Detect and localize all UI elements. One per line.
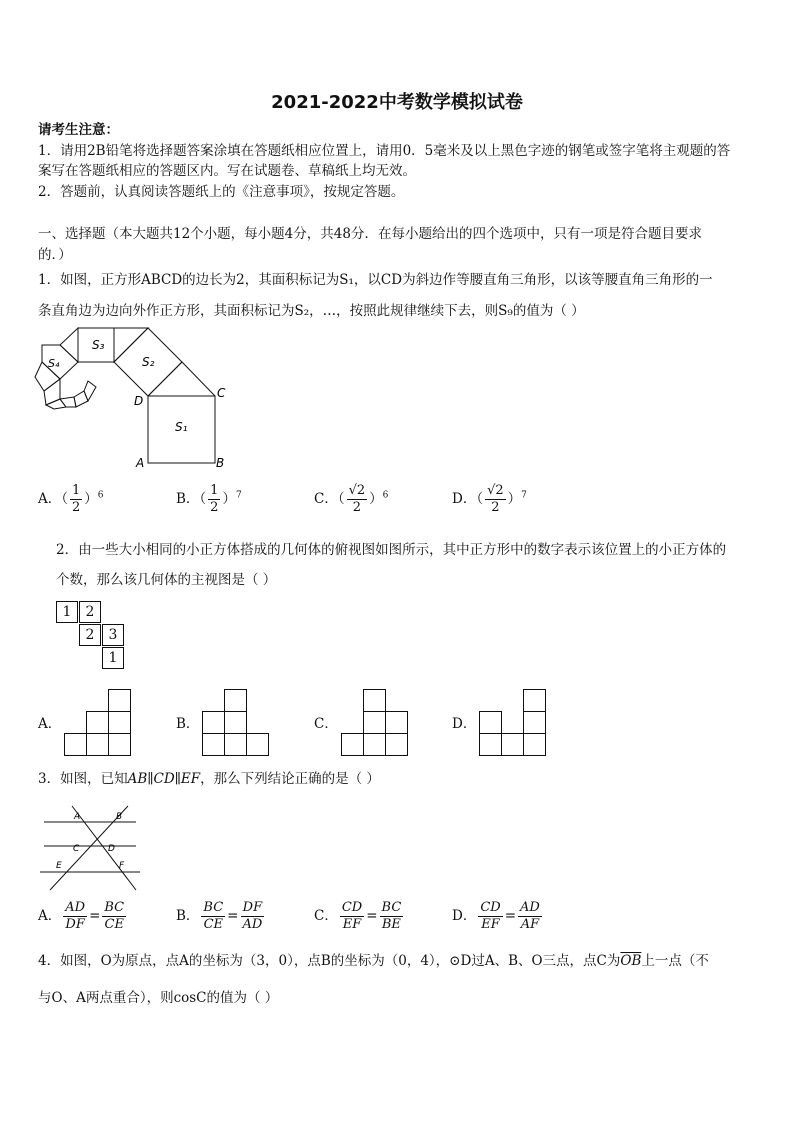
numerator: √2 [348, 483, 366, 498]
fraction [380, 900, 404, 933]
fraction [518, 900, 542, 933]
q1-option-a[interactable] [38, 483, 104, 516]
denominator: 2 [352, 500, 362, 515]
option-letter: B． [176, 491, 200, 507]
denominator: AD [242, 917, 263, 932]
numerator: 1 [72, 483, 81, 498]
paren: （ [61, 491, 68, 507]
exponent: 6 [97, 490, 104, 501]
point-c-label: C [217, 386, 226, 400]
option-letter: C． [314, 491, 338, 507]
denominator: CE [104, 917, 124, 932]
fraction [201, 900, 225, 933]
line-point-d-label: D [108, 844, 115, 854]
q3-option-d[interactable]: D． $\frac{CD}{EF}$ = $\frac{AD}{AF}$ [452, 900, 540, 932]
line-point-c-label: C [73, 844, 80, 854]
denominator: BE [381, 917, 401, 932]
question-3-figure [36, 800, 146, 896]
grid-cell: 2 [79, 601, 101, 623]
numerator: DF [242, 900, 263, 915]
exponent: 7 [521, 490, 527, 501]
numerator: BC [203, 900, 224, 915]
numerator: CD [341, 900, 363, 915]
fraction [478, 900, 502, 933]
question-2-stem: 2．由一些大小相同的小正方体搭成的几何体的俯视图如图所示，其中正方形中的数字表示该位置上的小正方体的 [56, 542, 727, 558]
numerator: AD [65, 900, 86, 915]
q2-option-b-label[interactable]: B． [176, 716, 200, 732]
question-3-stem [38, 769, 380, 789]
s1-label: S₁ [175, 420, 188, 434]
stem-text: 4．如图，O为原点，点A的坐标为（3，0），点B的坐标为（0，4），⊙D过A、B、O三点，点C为 [38, 953, 621, 969]
question-2-stem-cont: 个数，那么该几何体的主视图是（ ） [56, 572, 277, 588]
fraction [70, 483, 82, 516]
point-a-label: A [136, 456, 145, 470]
paren: （ [337, 491, 345, 507]
numerator: √2 [487, 483, 504, 498]
option-letter: D． [452, 491, 477, 507]
s3-label: S₃ [92, 338, 105, 352]
numerator: BC [104, 900, 125, 915]
section-heading: 一、选择题（本大题共12个小题，每小题4分，共48分．在每小题给出的四个选项中，只有一项是符合题目要求 [38, 226, 702, 242]
arc-label: $\overline{OB}$ [620, 953, 642, 969]
point-d-label: D [134, 394, 144, 408]
q1-option-c[interactable] [314, 483, 388, 516]
q2-option-b-figure[interactable] [202, 686, 272, 758]
denominator: EF [342, 917, 362, 932]
notice-item-1: 1．请用2B铅笔将选择题答案涂填在答题纸相应位置上，请用0．5毫米及以上黑色字迹的钢笔或签字笔将主观题的答 [38, 143, 731, 159]
paren: ） [222, 491, 236, 507]
fraction [340, 900, 364, 933]
fraction [485, 483, 506, 516]
stem-math: AB∥CD∥EF [127, 771, 201, 787]
q2-option-a-figure[interactable] [64, 686, 134, 758]
option-letter: B． [176, 908, 200, 924]
denominator: 2 [491, 500, 500, 515]
numerator: 1 [210, 483, 219, 498]
s4-label: S₄ [48, 357, 60, 370]
q1-option-d[interactable] [452, 483, 527, 516]
q1-option-b[interactable] [176, 483, 242, 516]
q3-option-a[interactable]: A． $\frac{AD}{DF}$ = $\frac{BC}{CE}$ [38, 900, 125, 932]
notice-item-2: 2．答题前，认真阅读答题纸上的《注意事项》，按规定答题。 [38, 184, 405, 200]
stem-text: ，那么下列结论正确的是（ ） [200, 771, 380, 787]
q2-option-d-figure[interactable] [479, 686, 549, 758]
option-letter: D． [452, 908, 477, 924]
numerator: BC [381, 900, 402, 915]
question-1-figure [30, 325, 235, 475]
exponent: 7 [235, 490, 242, 501]
paren: ） [369, 491, 383, 507]
line-point-a-label: A [74, 812, 81, 822]
q2-option-c-label[interactable]: C． [314, 716, 338, 732]
paren: （ [476, 491, 484, 507]
s2-label: S₂ [142, 355, 155, 369]
denominator: DF [65, 917, 85, 932]
stem-text: 3．如图，已知 [38, 771, 128, 787]
paren: ） [507, 491, 522, 507]
denominator: 2 [210, 500, 219, 515]
q3-option-c[interactable]: C． $\frac{CD}{EF}$ = $\frac{BC}{BE}$ [314, 900, 402, 932]
option-letter: A． [38, 491, 62, 507]
fraction [347, 483, 368, 516]
q3-option-b[interactable]: B． $\frac{BC}{CE}$ = $\frac{DF}{AD}$ [176, 900, 263, 932]
paren: （ [199, 491, 207, 507]
numerator: CD [480, 900, 501, 915]
grid-cell: 3 [102, 624, 124, 646]
denominator: 2 [72, 500, 81, 515]
numerator: AD [520, 900, 540, 915]
line-point-f-label: F [119, 861, 125, 871]
page-title: 2021-2022中考数学模拟试卷 [271, 92, 523, 113]
question-1-stem: 1．如图，正方形ABCD的边长为2，其面积标记为S₁，以CD为斜边作等腰直角三角形，以该等腰直角三角形的一 [38, 272, 713, 288]
grid-cell: 2 [79, 624, 101, 646]
q2-option-a-label[interactable]: A． [38, 716, 62, 732]
line-point-e-label: E [56, 861, 62, 871]
exponent: 6 [382, 490, 389, 501]
option-letter: A． [38, 908, 62, 924]
question-1-stem-cont: 条直角边为边向外作正方形，其面积标记为S₂，…，按照此规律继续下去，则S₉的值为（ ） [38, 303, 585, 319]
option-letter: C． [314, 908, 338, 924]
fraction [102, 900, 126, 933]
question-4-stem-cont: 与O、A两点重合），则cosC的值为（ ） [38, 990, 279, 1006]
point-b-label: B [216, 456, 225, 470]
line-point-b-label: B [116, 812, 123, 822]
denominator: AF [520, 917, 540, 932]
q2-option-d-label[interactable]: D． [452, 716, 477, 732]
notice-item-1-cont: 案写在答题纸相应的答题区内。写在试题卷、草稿纸上均无效。 [38, 163, 416, 179]
paren: ） [84, 491, 98, 507]
denominator: EF [481, 917, 500, 932]
q2-option-c-figure[interactable] [341, 686, 411, 758]
grid-cell: 1 [102, 647, 124, 669]
section-heading-cont: 的．） [38, 247, 72, 263]
stem-text: 上一点（不 [641, 953, 709, 969]
question-4-stem [38, 951, 709, 971]
top-view-grid [56, 601, 132, 673]
denominator: CE [203, 917, 224, 932]
fraction [63, 900, 87, 933]
grid-cell: 1 [56, 601, 78, 623]
fraction [240, 900, 264, 933]
notice-heading: 请考生注意： [38, 122, 119, 138]
fraction [208, 483, 220, 516]
